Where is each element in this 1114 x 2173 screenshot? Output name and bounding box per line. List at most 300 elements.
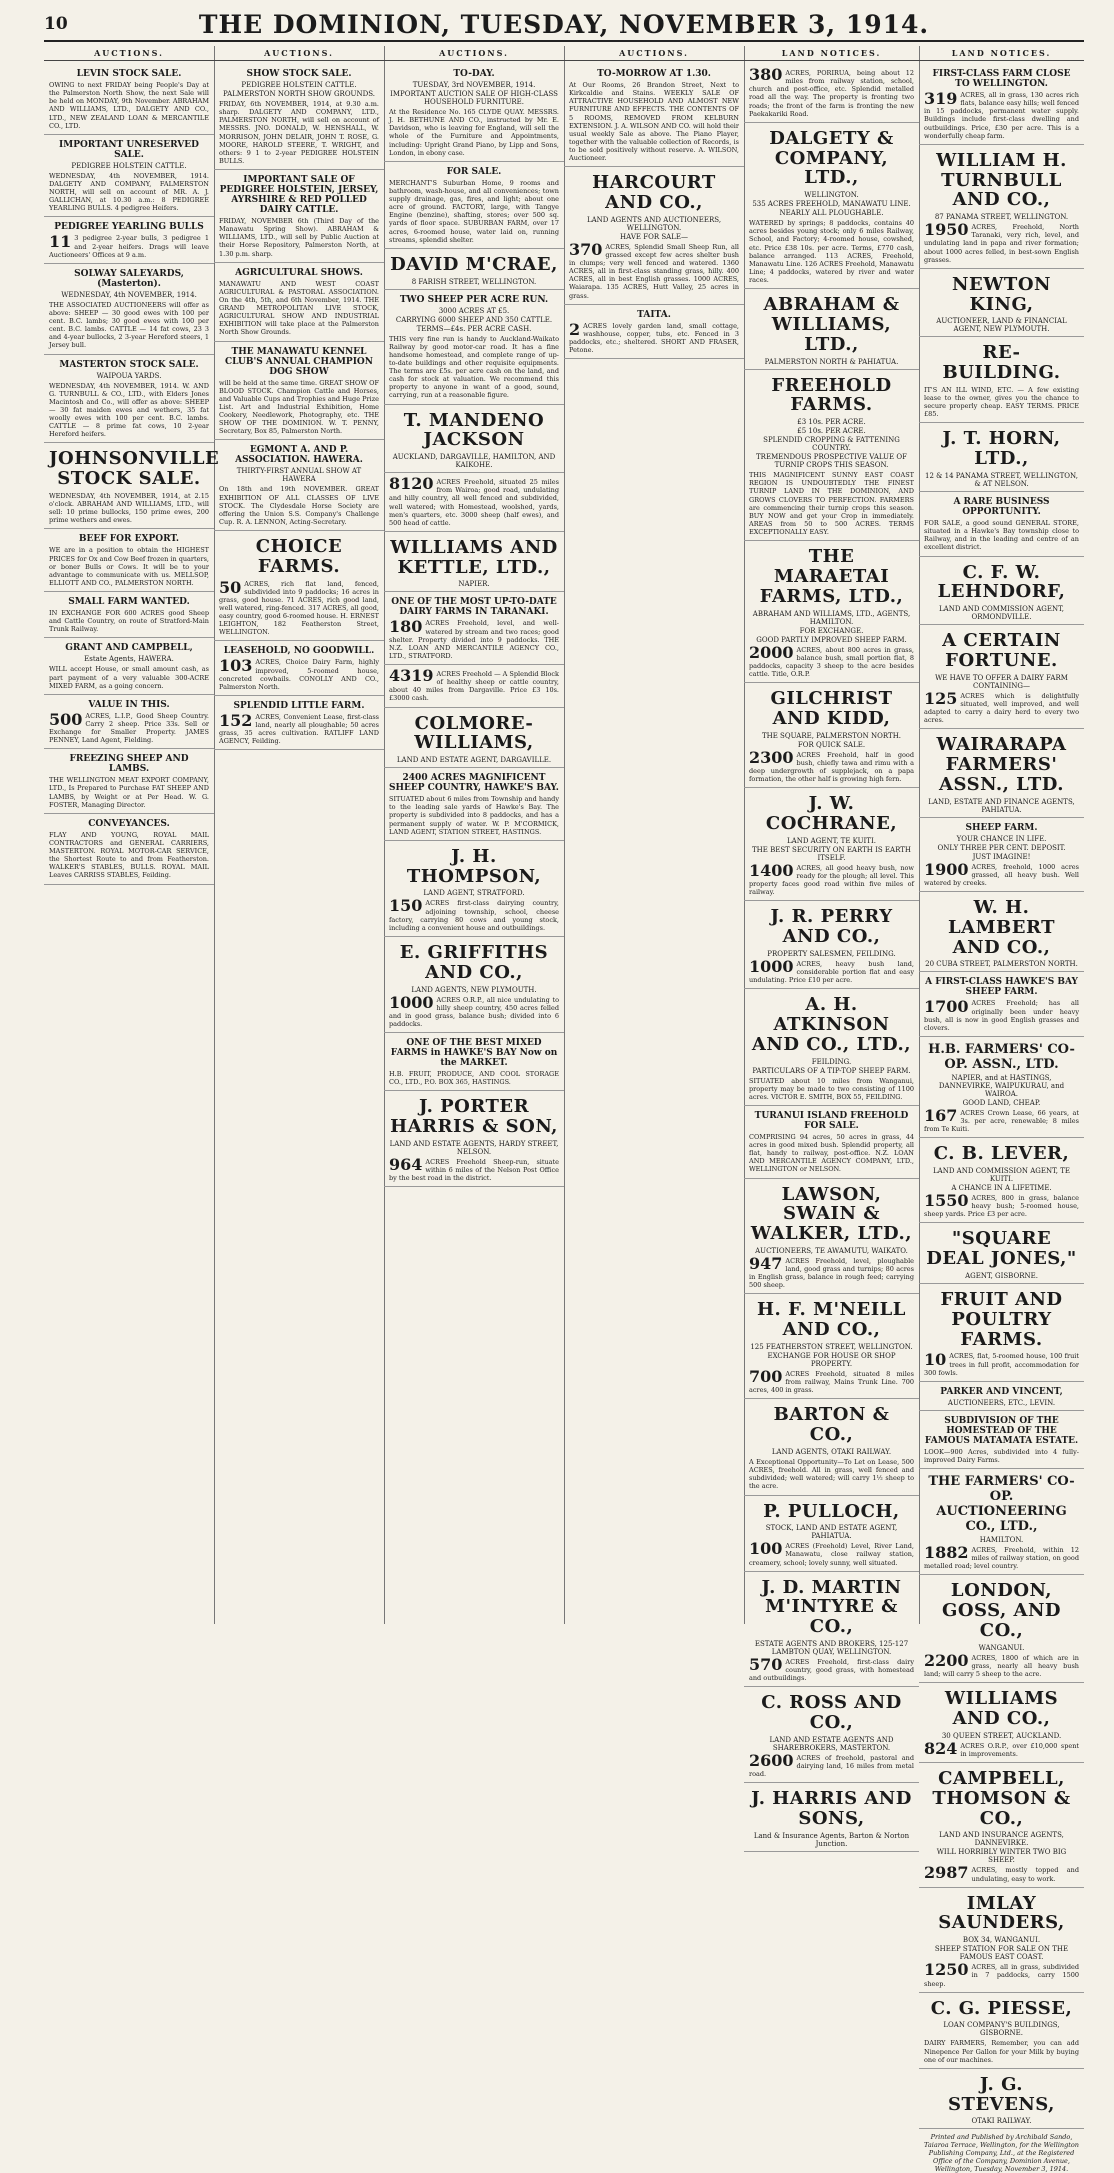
advertisement	[384, 290, 564, 405]
acreage-number: 964	[389, 1154, 423, 1174]
acreage-number: 103	[219, 656, 253, 676]
ad-heading: FIRST-CLASS FARM CLOSE TO WELLINGTON.	[932, 69, 1071, 89]
ad-body-text: ACRES which is delightfully situated, well improved, and well adapted to carry a dairy herd to every two acres.	[924, 691, 1079, 725]
advertisement	[44, 814, 214, 885]
ad-body-text: ACRES, Splendid Small Sheep Run, all grassed except few acres shelter bush in clumps; very well fenced and watered. 1360 ACRES, all in first-class standing grass, hilly. 400 ACRES, all in best English grasses. 1000 ACRES, Waiarapa. 135 ACRES, Hutt Valley, 25 acres in grass.	[569, 242, 739, 300]
ad-heading: AGENT, GISBORNE.	[965, 1272, 1038, 1281]
ad-body-text: ACRES, all good heavy bush, now ready for the plough; all level. This property faces good road within five miles of railway.	[749, 863, 914, 897]
ad-heading: OTAKI RAILWAY.	[971, 2117, 1032, 2126]
advertisement	[919, 145, 1084, 269]
acreage-number: 100	[749, 1539, 783, 1559]
ad-body-text: At the Residence No. 165 CLYDE QUAY. MESSRS. J. H. BETHUNE AND CO., instructed by Mr. E. Davidson, who is leaving for England, will sell the whole of the Furniture and Appointments, including: Upright Grand Piano, by Lipp and Sons, London, in ebony case.	[389, 108, 559, 157]
acreage-number: 180	[389, 617, 423, 637]
advertisement	[919, 1683, 1084, 1763]
ad-heading: Estate Agents, HAWERA.	[84, 655, 174, 664]
advertisement	[919, 423, 1084, 492]
ad-heading: IMPORTANT UNRESERVED SALE.	[59, 139, 199, 160]
ad-heading: A RARE BUSINESS OPPORTUNITY.	[953, 497, 1050, 518]
ad-body-text: ACRES O.R.P., over £10,000 spent in improvements.	[960, 1741, 1079, 1758]
ad-heading: LAND AGENTS AND AUCTIONEERS, WELLINGTON.	[586, 215, 722, 232]
ad-body-text: ACRES first-class dairying country, adjoining township, school, cheese factory, carrying 80 cows and young stock, including a convenient house and outbuildings.	[389, 899, 559, 932]
acreage-number: 500	[49, 709, 83, 729]
ad-body-text: FLAY AND YOUNG, ROYAL MAIL CONTRACTORS and GENERAL CARRIERS, MASTERTON. ROYAL MOTOR-CAR SERVICE, the Shortest Route to and from Featherston. WALKER'S STABLES, BULLS. ROYAL MAIL Leaves CARRISS STABLES, Feilding.	[49, 830, 209, 880]
advertisement	[744, 1294, 919, 1399]
ad-heading: PEDIGREE HOLSTEIN CATTLE.	[241, 81, 357, 89]
ad-heading: TO-DAY.	[453, 69, 495, 79]
ad-heading: £3 10s. PER ACRE.	[797, 418, 866, 427]
advertisement	[744, 1399, 919, 1495]
ad-body-text: SITUATED about 6 miles from Township and handy to the leading sale yards of Hawke's Bay. The property is subdivided into 8 paddocks, and has a permanent supply of water. W. P. M'CORMICK, LAND AGENT, STATION STREET, HASTINGS.	[389, 795, 559, 836]
ad-body-text: ACRES, 1800 of which are in grass, nearly all heavy bush land; will carry 5 sheep to the acre.	[924, 1653, 1079, 1679]
acreage-number: 700	[749, 1367, 783, 1387]
advertiser-name: LONDON, GOSS, AND CO.,	[941, 1580, 1062, 1642]
section-heading: LAND NOTICES.	[744, 46, 919, 61]
advertiser-name: WILLIAM H. TURNBULL AND CO.,	[936, 149, 1067, 211]
advertisement	[744, 1496, 919, 1572]
advertisement	[384, 64, 564, 162]
ad-heading: THIRTY-FIRST ANNUAL SHOW AT HAWERA	[236, 467, 362, 484]
ad-heading: TERMS—£4s. PER ACRE CASH.	[416, 324, 532, 333]
advertiser-name: P. PULLOCH,	[763, 1500, 900, 1522]
ad-body-text: WEDNESDAY, 4th NOVEMBER, 1914, at 2.15 o'clock. ABRAHAM AND WILLIAMS, LTD., will sell: 10 prime bullocks, 150 prime ewes, 200 prime wethers and ewes.	[49, 491, 209, 525]
ad-heading: FEILDING.	[811, 1057, 852, 1066]
ad-body-text: ACRES, Choice Dairy Farm, highly improved, 5-roomed house, concreted cowbails. CONOLLY AND CO., Palmerston North.	[219, 658, 379, 691]
ad-heading: SUBDIVISION OF THE HOMESTEAD OF THE FAMOUS MATAMATA ESTATE.	[924, 1415, 1079, 1446]
advertisement	[919, 972, 1084, 1037]
advertisement	[919, 2069, 1084, 2130]
advertiser-name: FRUIT AND POULTRY FARMS.	[940, 1289, 1063, 1350]
advertisement	[919, 1284, 1084, 1382]
acreage-number: 150	[389, 896, 423, 916]
ad-body-text: ACRES Freehold, level, and well-watered by stream and two races; good shelter. Property divided into 9 paddocks. THE N.Z. LOAN AND MERCANTILE AGENCY CO., LTD., STRATFORD.	[389, 619, 559, 660]
acreage-number: 167	[924, 1105, 958, 1125]
ad-body-text: ACRES Freehold — A Splendid Block of healthy sheep or cattle country, about 40 miles from Dargaville. Price £3 10s. £3000 cash.	[389, 670, 559, 703]
ad-heading: CARRYING 6000 SHEEP AND 350 CATTLE.	[395, 315, 553, 324]
section-heading: AUCTIONS.	[214, 46, 384, 61]
section-heading: AUCTIONS.	[384, 46, 564, 61]
ad-body-text: ACRES Crown Lease, 66 years, at 3s. per acre, renewable; 8 miles from Te Kuiti.	[924, 1108, 1079, 1134]
ad-body-text: ACRES Freehold, situated 25 miles from Wairoa; good road, undulating and hilly country, all well fenced and subdivided, well watered; with Homestead, woolshed, yards, men's quarters, etc. 3000 sheep (half ewes), and 500 head of cattle.	[389, 478, 559, 527]
advertisement	[919, 1763, 1084, 1888]
advertiser-name: THE FARMERS' CO-OP. AUCTIONEERING CO., LTD.,	[928, 1474, 1075, 1535]
acreage-number: 2300	[749, 747, 794, 767]
ad-body-text: ACRES, all in grass, 130 acres rich flats, balance easy hills; well fenced in 15 paddocks, permanent water supply. Buildings include first-class dwelling and outbuildings. Price, £30 per acre. This is a wonderfully cheap farm.	[924, 91, 1079, 140]
advertisement	[919, 625, 1084, 729]
ad-body-text: MERCHANT'S Suburban Home, 9 rooms and bathroom, wash-house, and all conveniences; town supply drainage, gas, fires, and light; about one acre of ground. FACTORY, large, with Tangye Engine (benzine), shafting, stores; over 500 sq. yards of floor space. SUBURBAN FARM, over 17 acres, 6-roomed house, water laid on, running streams, splendid shelter.	[389, 178, 559, 244]
ad-heading: 535 ACRES FREEHOLD, MANAWATU LINE.	[752, 200, 911, 209]
ad-heading: TO-MORROW AT 1.30.	[597, 69, 711, 79]
advertisement	[384, 473, 564, 532]
page-number: 10	[44, 14, 68, 34]
advertisement	[919, 1888, 1084, 1993]
ad-heading: TAITA.	[637, 309, 671, 320]
advertiser-name: C. ROSS AND CO.,	[761, 1692, 902, 1734]
advertisement	[919, 557, 1084, 626]
ad-heading: 8 FARISH STREET, WELLINGTON.	[411, 277, 537, 286]
ad-heading: HAVE FOR SALE—	[620, 232, 688, 241]
advertiser-name: CAMPBELL, THOMSON & CO.,	[932, 1768, 1071, 1829]
acreage-number: 1700	[924, 997, 969, 1017]
advertiser-name: C. G. PIESSE,	[930, 1997, 1073, 2019]
ad-body-text: COMPRISING 94 acres, 50 acres in grass, 44 acres in good mixed bush. Splendid property, all flat, handy to railway, post-office. N.Z. LOAN AND MERCANTILE AGENCY COMPANY, LTD., WELLINGTON or NELSON.	[749, 1132, 914, 1174]
column-3	[384, 46, 565, 1624]
masthead	[44, 10, 1084, 42]
advertiser-name: DALGETY & COMPANY, LTD.,	[769, 127, 894, 189]
advertiser-name: J. W. COCHRANE,	[765, 793, 898, 834]
acreage-number: 370	[569, 239, 603, 259]
advertiser-name: WAIRARAPA FARMERS' ASSN., LTD.	[936, 734, 1067, 795]
ad-heading: SHEEP STATION FOR SALE ON THE FAMOUS EAST COAST.	[934, 1945, 1069, 1962]
acreage-number: 2200	[924, 1650, 969, 1670]
advertisement	[744, 370, 919, 542]
ad-body-text: THIS MAGNIFICENT SUNNY EAST COAST REGION IS UNDOUBTEDLY THE FINEST TURNIP LAND IN THE DOMINION, AND GROWS CLOVERS TO PERFECTION. FARMERS are commencing their turnip crops this season. BUY NOW and get your Crop in immediately. AREAS from 50 to 500 ACRES. TERMS EXCEPTIONALLY EASY.	[749, 471, 914, 536]
acreage-number: 1400	[749, 860, 794, 880]
section-heading: LAND NOTICES.	[919, 46, 1084, 61]
ad-heading: BOX 34, WANGANUI.	[962, 1936, 1041, 1945]
ad-body-text: FOR SALE, a good sound GENERAL STORE, situated in a Hawke's Bay township close to Railway, and in the leading and centre of an excellent district.	[924, 519, 1079, 552]
advertiser-name: JOHNSONVILLE STOCK SALE.	[49, 448, 220, 490]
ad-body-text: ACRES Freehold, level, ploughable land, good grass and turnips; 80 acres in English grass, balance in rough feed; carrying 500 sheep.	[749, 1256, 914, 1290]
section-heading: AUCTIONS.	[44, 46, 214, 61]
advertisement	[384, 592, 564, 665]
advertisement	[384, 249, 564, 290]
advertiser-name: THE MARAETAI FARMS, LTD.,	[759, 546, 904, 607]
ad-heading: TWO SHEEP PER ACRE RUN.	[399, 294, 549, 305]
ad-heading: LAND AND COMMISSION AGENT, TE KUITI.	[933, 1167, 1070, 1184]
ad-body-text: ACRES lovely garden land, small cottage, washhouse, copper, tubs, etc. Fenced in 3 paddocks, etc.; sheltered. SHORT AND FRASER, Petone.	[569, 321, 739, 355]
ad-body-text: WATERED by springs; 8 paddocks, contains 40 acres besides young stock; only 6 miles Railway, School, and Factory; 4-roomed house, cowshed, etc. Price £38 10s. per acre. Terms, £770 cash, balance arranged. 113 ACRES, Freehold, Manawatu Line. 126 ACRES Freehold, Manawatu Line; 4 paddocks, watered by river and water races.	[749, 219, 914, 285]
ad-heading: FOR EXCHANGE.	[799, 626, 864, 635]
ad-body-text: H.B. FRUIT, PRODUCE, AND COOL STORAGE CO., LTD., P.O. BOX 365, HASTINGS.	[389, 1070, 559, 1087]
ad-heading: FOR QUICK SALE.	[797, 740, 866, 749]
ad-heading: A CHANCE IN A LIFETIME.	[951, 1184, 1052, 1193]
ad-heading: 2400 ACRES MAGNIFICENT SHEEP COUNTRY, HAWKE'S BAY.	[389, 773, 559, 794]
ad-heading: LOAN COMPANY'S BUILDINGS, GISBORNE.	[943, 2021, 1060, 2038]
advertiser-name: J. PORTER HARRIS & SON,	[390, 1096, 558, 1138]
ad-heading: SPLENDID LITTLE FARM.	[233, 700, 365, 711]
ad-heading: WELLINGTON.	[804, 191, 859, 200]
section-heading: AUCTIONS.	[564, 46, 744, 61]
ad-body-text: SITUATED about 10 miles from Wanganui, property may be made to two consisting of 1100 acres. VICTOR E. SMITH, BOX 55, FEILDING.	[749, 1076, 914, 1101]
ad-heading: TREMENDOUS PROSPECTIVE VALUE OF TURNIP CROPS THIS SEASON.	[756, 453, 907, 470]
acreage-number: 152	[219, 710, 253, 730]
acreage-number: 125	[924, 688, 958, 708]
ad-heading: EGMONT A. AND P. ASSOCIATION. HAWERA.	[235, 445, 363, 466]
advertisement	[44, 64, 214, 135]
ad-body-text: THE WELLINGTON MEAT EXPORT COMPANY, LTD., Is Prepared to Purchase FAT SHEEP AND LAMBS, by Weight or at Per Head. W. G. FOSTER, Managing Director.	[49, 776, 209, 809]
advertiser-name: J. T. HORN, LTD.,	[942, 428, 1061, 470]
ad-heading: 3000 ACRES AT £5.	[438, 306, 510, 315]
advertisement	[919, 1575, 1084, 1683]
advertiser-name: GILCHRIST AND KIDD,	[770, 688, 893, 729]
advertisement	[919, 337, 1084, 423]
ad-heading: GOOD LAND, CHEAP.	[962, 1098, 1041, 1107]
ad-heading: 87 PANAMA STREET, WELLINGTON.	[934, 213, 1069, 222]
ad-heading: GOOD PARTLY IMPROVED SHEEP FARM.	[756, 635, 907, 644]
advertisement	[44, 749, 214, 814]
advertisement	[919, 1037, 1084, 1138]
advertisement	[744, 788, 919, 901]
acreage-number: 2	[569, 319, 581, 339]
ad-body-text: WE are in a position to obtain the HIGHEST PRICES for Ox and Cow Beef frozen in quarters, or boner Bulls or Cows. It will be to your advantage to communicate with us. MELLSOP, ELLIOTT AND CO., PALMERSTON NORTH.	[49, 546, 209, 587]
ad-body-text: ACRES Freehold Sheep-run, situate within 6 miles of the Nelson Post Office by the best road in the district.	[389, 1157, 559, 1183]
ad-heading: FREEZING SHEEP AND LAMBS.	[69, 754, 189, 775]
ad-heading: YOUR CHANCE IN LIFE.	[956, 834, 1047, 843]
ad-heading: LAND AND ESTATE AGENT, DARGAVILLE.	[396, 756, 552, 765]
ad-body-text: ACRES of freehold, pastoral and dairying land, 16 miles from metal road.	[749, 1754, 914, 1779]
advertisement	[384, 768, 564, 841]
ad-heading: LAND AND ESTATE AGENTS, HARDY STREET, NELSON.	[389, 1139, 559, 1156]
ad-body-text: DAIRY FARMERS, Remember, you can add Ninepence Per Gallon for your Milk by buying one of our machines.	[924, 2039, 1079, 2064]
advertiser-name: DAVID M'CRAE,	[390, 253, 558, 275]
ad-heading: THE SQUARE, PALMERSTON NORTH.	[761, 731, 902, 740]
ad-heading: LAND AGENTS, NEW PLYMOUTH.	[411, 985, 537, 994]
advertiser-name: BARTON & CO.,	[773, 1404, 890, 1446]
advertisement	[919, 729, 1084, 817]
advertisement	[919, 492, 1084, 557]
advertisement	[44, 695, 214, 750]
acreage-number: 1000	[749, 956, 794, 976]
ad-heading: LAND AND ESTATE AGENTS AND SHAREBROKERS, MASTERTON.	[769, 1736, 894, 1753]
ad-body-text: FRIDAY, 6th NOVEMBER, 1914, at 9.30 a.m. sharp. DALGETY AND COMPANY, LTD., PALMERSTON NORTH, will sell on account of MESSRS. JNO. DONALD, W. HENSHALL, W. MORRISON, JOHN DELAIR, JOHN T. ROSE, G. MOORE, HAROLD STEERE, T. WRIGHT, and others: 9 1 to 2-year PEDIGREE HOLSTEIN BULLS.	[219, 100, 379, 165]
ad-heading: WEDNESDAY, 4th NOVEMBER, 1914.	[61, 290, 197, 299]
advertiser-name: J. D. MARTIN M'INTYRE & CO.,	[761, 1576, 902, 1638]
acreage-number: 570	[749, 1655, 783, 1675]
advertisement	[214, 641, 384, 696]
advertisement	[744, 1783, 919, 1852]
ad-heading: HAMILTON.	[979, 1536, 1024, 1545]
ad-heading: AUCTIONEERS, ETC., LEVIN.	[947, 1398, 1056, 1407]
advertisement	[384, 937, 564, 1033]
advertisement	[384, 1033, 564, 1091]
ad-body-text: On 18th and 19th NOVEMBER. GREAT EXHIBITION OF ALL CLASSES OF LIVE STOCK. The Clydesdale Horse Society are offering the Union S.S. Company's Challenge Cup. R. A. LENNON, Acting-Secretary.	[219, 485, 379, 526]
advertisement	[919, 64, 1084, 145]
advertisement	[44, 443, 220, 529]
ad-heading: PROPERTY SALESMEN, FEILDING.	[767, 949, 896, 958]
ad-body-text: ACRES, Freehold, North Taranaki, very rich, level, and undulating land in papa and river formation; about 1000 acres felled, in best-sown English grasses.	[924, 223, 1079, 264]
advertisement	[44, 135, 214, 218]
advertiser-name: J. H. THOMPSON,	[406, 845, 542, 887]
ad-body-text: ACRES O.R.P., all nice undulating to hilly sheep country, 450 acres felled and in good grass, balance bush; divided into 6 paddocks.	[389, 995, 559, 1028]
ad-heading: SMALL FARM WANTED.	[68, 597, 190, 608]
ad-body-text: WEDNESDAY, 4th NOVEMBER, 1914. W. AND G. TURNBULL & CO., LTD., with Elders Jones Macintosh and Co., will offer as above: SHEEP — 30 fat maiden ewes and wethers, 35 fat woolly ewes with 100 per cent. B.C. lambs. CATTLE — 8 prime fat cows, 10 2-year Hereford heifers.	[49, 381, 209, 439]
ad-heading: Land & Insurance Agents, Barton & Norton Junction.	[753, 1832, 910, 1849]
ad-heading: 125 FEATHERSTON STREET, WELLINGTON.	[750, 1343, 913, 1352]
advertiser-name: T. MANDENO JACKSON	[403, 409, 545, 451]
ad-heading: ONLY THREE PER CENT. DEPOSIT.	[937, 843, 1066, 852]
advertisement	[44, 592, 214, 638]
ad-heading: 30 QUEEN STREET, AUCKLAND.	[941, 1731, 1062, 1740]
ad-heading: SHOW STOCK SALE.	[246, 69, 352, 79]
advertisement	[384, 708, 564, 769]
advertiser-name: E. GRIFFITHS AND CO.,	[399, 941, 549, 983]
advertisement	[919, 1469, 1084, 1575]
advertisement	[214, 531, 384, 641]
ad-heading: WANGANUI.	[978, 1643, 1025, 1652]
ad-heading: LAND AND COMMISSION AGENT, ORMONDVILLE.	[939, 605, 1064, 622]
ad-heading: PARTICULARS OF A TIP-TOP SHEEP FARM.	[752, 1066, 911, 1075]
advertisement	[744, 123, 919, 289]
advertisement	[919, 1382, 1084, 1411]
ad-body-text: At Our Rooms, 26 Brandon Street, Next to Kirkcaldie and Stains. WEEKLY SALE OF ATTRACTIVE HOUSEHOLD AND ALMOST NEW FURNITURE AND EFFECTS. THE CONTENTS OF 5 ROOMS, REMOVED FROM KELBURN EXTENSION. J. A. WILSON AND CO. will hold their usual weekly Sale as above. The Piano Player, together with the valuable collection of Records, is to be sold positively without reserve. A. WILSON, Auctioneer.	[569, 81, 739, 163]
advertisement	[744, 1106, 919, 1179]
advertisement	[214, 696, 384, 751]
advertisement	[919, 818, 1084, 892]
advertiser-name: W. H. LAMBERT AND CO.,	[947, 897, 1056, 958]
ad-body-text: ACRES Freehold, first-class dairy country, good grass, with homestead and outbuildings.	[749, 1658, 914, 1683]
ad-body-text: WILL accept House, or small amount cash, as part payment of a very valuable 300-ACRE MIXED FARM, as a going concern.	[49, 665, 209, 690]
ad-heading: LAND AND INSURANCE AGENTS, DANNEVIRKE.	[939, 1831, 1064, 1848]
ad-heading: LEVIN STOCK SALE.	[76, 69, 182, 79]
advertisement	[44, 355, 214, 444]
acreage-number: 11	[49, 232, 72, 252]
acreage-number: 319	[924, 89, 958, 108]
advertisement	[564, 305, 744, 360]
ad-body-text: WEDNESDAY, 4th NOVEMBER, 1914. DALGETY AND COMPANY, FALMERSTON NORTH, will sell on account of MR. A. J. GALLICHAN, at 10.30 a.m.: 8 PEDIGREE YEARLING BULLS. 4 pedigree Heifers.	[49, 171, 209, 213]
acreage-number: 824	[924, 1738, 958, 1758]
ad-body-text: ACRES, 800 in grass, balance heavy bush; 5-roomed house, sheep yards. Price £3 per acre.	[924, 1194, 1079, 1219]
ad-body-text: ACRES (Freehold) Level, River Land, Manawatu, close railway station, creamery, school; lovely sunny, well situated.	[749, 1542, 914, 1567]
ad-body-text: ACRES, about 800 acres in grass, balance bush, small portion flat, 8 paddocks, capacity 3 sheep to the acre besides cattle. Title, O.R.P.	[749, 645, 914, 678]
advertisement	[44, 264, 214, 355]
imprint: Printed and Published by Archibald Sando, Taiaroa Terrace, Wellington, for the Wellington Publishing Company, Ltd., at the Registered Office of the Company, Dominion Avenue, Wellington, Tuesday, November 3, 1914.	[924, 2133, 1079, 2173]
advertisement	[919, 1223, 1084, 1284]
ad-heading: CONVEYANCES.	[88, 818, 170, 829]
advertiser-name: RE-BUILDING.	[942, 342, 1061, 384]
ad-body-text: ACRES, freehold, 1000 acres grassed, all heavy bush. Well watered by creeks.	[924, 862, 1079, 887]
advertiser-name: J. HARRIS AND SONS,	[751, 1788, 912, 1830]
advertiser-name: C. B. LEVER,	[933, 1143, 1070, 1165]
ad-body-text: ACRES Freehold, situated 8 miles from railway, Mains Trunk Line. 700 acres, 400 in grass.	[749, 1370, 914, 1395]
ad-heading: ABRAHAM AND WILLIAMS, LTD., AGENTS, HAMILTON.	[752, 609, 911, 626]
ad-heading: TURANUI ISLAND FREEHOLD FOR SALE.	[754, 1110, 909, 1131]
ad-heading: NAPIER.	[458, 580, 490, 589]
ad-body-text: ACRES, mostly topped and undulating, easy to work.	[971, 1866, 1079, 1883]
ad-heading: THE BEST SECURITY ON EARTH IS EARTH ITSELF.	[751, 845, 912, 862]
ad-heading: MASTERTON STOCK SALE.	[59, 359, 199, 370]
ad-heading: SHEEP FARM.	[965, 822, 1038, 833]
advertisement	[919, 892, 1084, 972]
ad-body-text: THIS very fine run is handy to Auckland-Waikato Railway by good motor-car road. It has a fine handsome homestead, and complete range of up-to-date buildings and other requisite equipments. The terms are £5s. per acre cash on the land, and cash for stock at valuation. We recommend this property to anyone in want of a good, sound, carrying, run at a reasonable figure.	[389, 334, 559, 400]
ad-body-text: ACRES, Convenient Lease, first-class land, nearly all ploughable; 50 acres grass, 35 acres cultivation. RATLIFF LAND AGENCY, Feilding.	[219, 712, 379, 746]
ad-heading: LAND AGENT, TE KUITI.	[787, 836, 876, 845]
advertiser-name: H.B. FARMERS' CO-OP. ASSN., LTD.	[928, 1041, 1075, 1072]
ad-heading: NEARLY ALL PLOUGHABLE.	[779, 209, 884, 218]
ad-heading: PALMERSTON NORTH SHOW GROUNDS.	[223, 90, 375, 98]
ad-heading: IMPORTANT SALE OF PEDIGREE HOLSTEIN, JERSEY, AYRSHIRE & RED POLLED DAIRY CATTLE.	[219, 175, 379, 215]
advertiser-name: ABRAHAM & WILLIAMS, LTD.,	[763, 294, 900, 355]
ad-heading: PEDIGREE HOLSTEIN CATTLE.	[71, 161, 187, 170]
column-2	[214, 46, 385, 1624]
ad-heading: SOLWAY SALEYARDS, (Masterton).	[74, 268, 184, 289]
ad-body-text: 3 pedigree 2-year bulls, 3 pedigree 1 and 2-year heifers. Drags will leave Auctioneers' Offices at 9 a.m.	[49, 234, 209, 259]
ad-heading: 20 CUBA STREET, PALMERSTON NORTH.	[925, 960, 1078, 969]
ad-heading: FOR SALE.	[446, 166, 502, 177]
advertiser-name: "SQUARE DEAL JONES,"	[926, 1228, 1077, 1270]
advertiser-name: WILLIAMS AND KETTLE, LTD.,	[390, 536, 558, 578]
advertisement	[214, 170, 384, 263]
ad-heading: A FIRST-CLASS HAWKE'S BAY SHEEP FARM.	[925, 977, 1078, 998]
advertisement	[744, 989, 919, 1106]
column-6	[919, 46, 1084, 2173]
acreage-number: 2600	[749, 1751, 794, 1771]
advertisement	[384, 1091, 564, 1187]
advertiser-name: H. F. M'NEILL AND CO.,	[757, 1299, 906, 1341]
ad-body-text: ACRES Freehold; has all originally been under heavy bush, all is now in good English grasses and clovers.	[924, 999, 1079, 1032]
newspaper-title: THE DOMINION, TUESDAY, NOVEMBER 3, 1914.	[198, 10, 930, 39]
advertiser-name: CHOICE FARMS.	[255, 536, 343, 577]
advertiser-name: A. H. ATKINSON AND CO., LTD.,	[751, 994, 912, 1055]
advertiser-name: A CERTAIN FORTUNE.	[942, 630, 1061, 671]
ad-heading: STOCK, LAND AND ESTATE AGENT, PAHIATUA.	[765, 1524, 898, 1541]
advertisement	[744, 541, 919, 683]
ad-heading: VALUE IN THIS.	[88, 699, 170, 710]
advertisement	[744, 64, 919, 123]
acreage-number: 2000	[749, 642, 794, 662]
advertiser-name: IMLAY SAUNDERS,	[938, 1892, 1065, 1934]
ad-body-text: LOOK—900 Acres, subdivided into 4 fully-improved Dairy Farms.	[924, 1447, 1079, 1464]
ad-body-text: FRIDAY, NOVEMBER 6th (Third Day of the Manawatu Spring Show). ABRAHAM & WILLIAMS, LTD., will sell by Public Auction at their Horse Repository, Palmerston North, at 1.30 p.m. sharp.	[219, 217, 379, 258]
ad-body-text: IN EXCHANGE FOR 600 ACRES good Sheep and Cattle Country, on route of Stratford-Main Trunk Railway.	[49, 609, 209, 634]
advertisement	[384, 162, 564, 249]
advertiser-name: COLMORE-WILLIAMS,	[414, 712, 534, 754]
ad-heading: THE MANAWATU KENNEL CLUB'S ANNUAL CHAMPION DOG SHOW	[225, 346, 373, 377]
column-5	[744, 46, 920, 1849]
acreage-number: 1000	[389, 992, 434, 1012]
ad-heading: LEASEHOLD, NO GOODWILL.	[223, 646, 375, 657]
ad-heading: 12 & 14 PANAMA STREET, WELLINGTON, & AT NELSON.	[925, 472, 1078, 489]
ad-body-text: MANAWATU AND WEST COAST AGRICULTURAL & PASTORAL ASSOCIATION. On the 4th, 5th, and 6th November, 1914. THE GRAND METROPOLITAN LIVE STOCK, AGRICULTURAL SHOW AND INDUSTRIAL EXHIBITION will take place at the Palmerston North Show Grounds.	[219, 279, 379, 337]
advertiser-name: J. G. STEVENS,	[948, 2073, 1055, 2115]
acreage-number: 1550	[924, 1191, 969, 1211]
acreage-number: 947	[749, 1253, 783, 1273]
ad-heading: EXCHANGE FOR HOUSE OR SHOP PROPERTY.	[767, 1352, 896, 1369]
advertisement	[744, 901, 919, 989]
ad-heading: AUCKLAND, DARGAVILLE, HAMILTON, AND KAIKOHE.	[392, 453, 556, 470]
advertiser-name: WILLIAMS AND CO.,	[944, 1688, 1059, 1729]
acreage-number: 8120	[389, 474, 434, 494]
acreage-number: 1950	[924, 220, 969, 240]
ad-heading: ONE OF THE BEST MIXED FARMS in HAWKE'S BAY Now on the MARKET.	[390, 1038, 558, 1069]
advertisement	[384, 665, 564, 708]
ad-body-text: ACRES, all in grass, subdivided in 7 paddocks, carry 1500 sheep.	[924, 1963, 1079, 1988]
advertisement	[44, 529, 214, 592]
acreage-number: 1882	[924, 1543, 969, 1563]
ad-body-text: ACRES, Freehold, within 12 miles of railway station, on good metalled road; level country.	[924, 1546, 1079, 1571]
columns-container	[44, 46, 1084, 2173]
advertisement	[744, 1179, 919, 1295]
advertiser-name: FREEHOLD FARMS.	[771, 374, 892, 416]
advertiser-name: J. R. PERRY AND CO.,	[770, 906, 893, 947]
ad-body-text: ACRES Freehold, half in good bush, chiefly tawa and rimu with a deep undergrowth of supplejack, on a papa formation, the other half is growing high fern.	[749, 750, 914, 783]
ad-heading: WAIPOUA YARDS.	[96, 371, 162, 380]
ad-body-text: OWING to next FRIDAY being People's Day at the Palmerston North Show, the next Sale will be held on MONDAY, 9th November. ABRAHAM AND WILLIAMS, LTD., DALGETY AND CO., LTD., NEW ZEALAND LOAN & MERCANTILE CO., LTD.	[49, 81, 209, 130]
column-4	[564, 46, 745, 1624]
acreage-number: 4319	[389, 666, 434, 686]
ad-body-text: IT'S AN ILL WIND, ETC. — A few existing lease to the owner, gives you the chance to secure properly cheap. EASY TERMS. PRICE £85.	[924, 385, 1079, 419]
acreage-number: 50	[219, 577, 242, 597]
advertisement	[744, 1572, 919, 1688]
acreage-number: 380	[749, 65, 783, 84]
advertisement	[214, 342, 384, 441]
advertisement	[744, 1687, 919, 1783]
ad-heading: AUCTIONEER, LAND & FINANCIAL AGENT, NEW PLYMOUTH.	[936, 317, 1067, 334]
acreage-number: 10	[924, 1350, 947, 1370]
advertiser-name: LAWSON, SWAIN & WALKER, LTD.,	[750, 1183, 913, 1245]
ad-heading: IMPORTANT AUCTION SALE OF HIGH-CLASS HOUSEHOLD FURNITURE.	[390, 90, 558, 106]
ad-body-text: ACRES, L.I.P., Good Sheep Country. Carry 2 sheep. Price 33s. Sell or Exchange for Smaller Property. JAMES PENNEY, Land Agent, Fielding.	[49, 711, 209, 745]
column-1	[44, 46, 220, 1624]
